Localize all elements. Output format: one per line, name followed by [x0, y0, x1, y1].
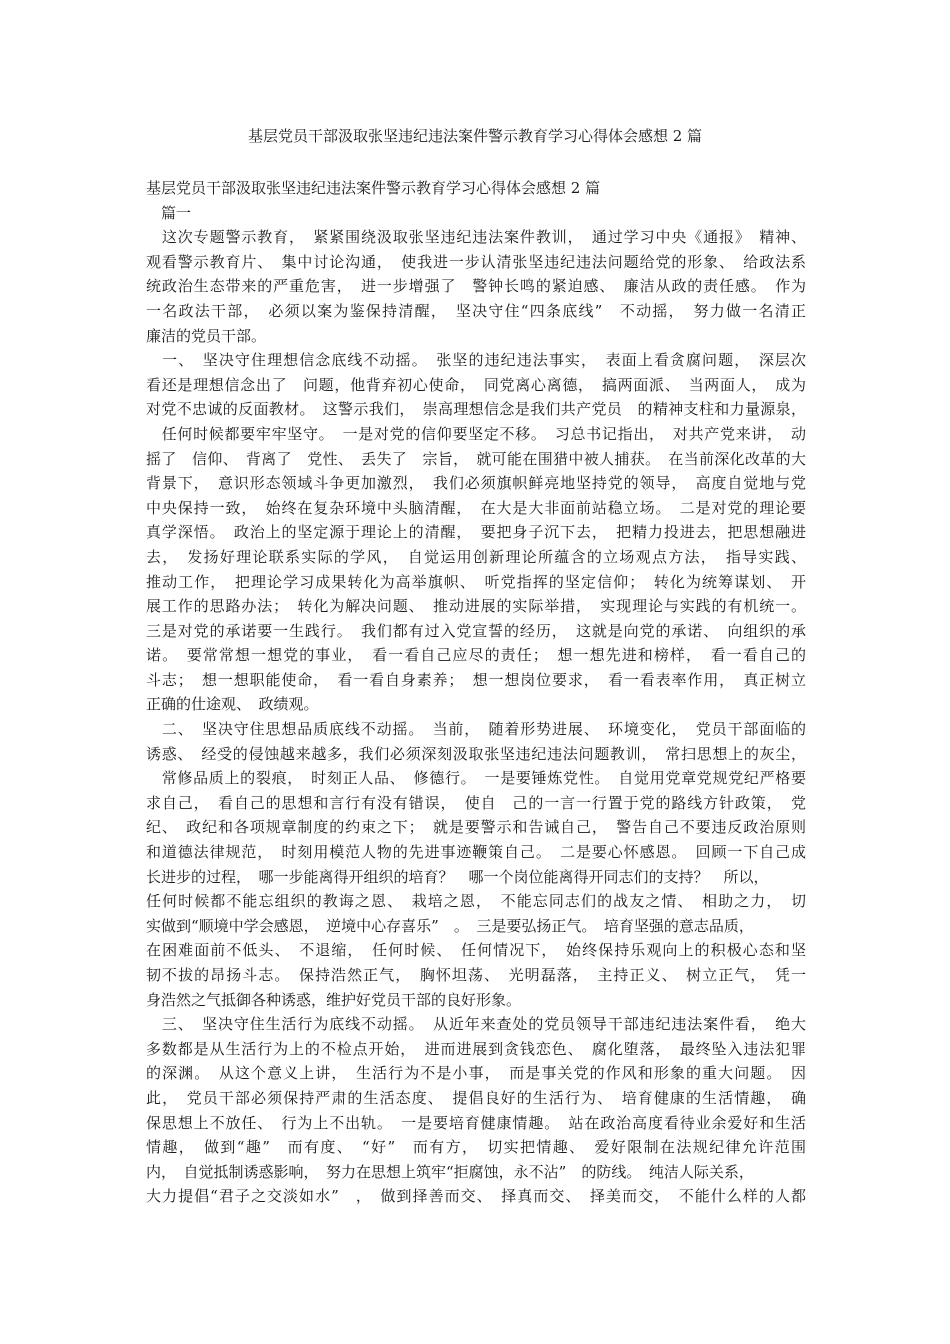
- text-line: 情趣， 做到“趣” 而有度、 “好” 而有方， 切实把情趣、 爱好限制在法规纪律允许范围: [146, 1138, 806, 1157]
- text-line: 推动工作， 把理论学习成果转化为高举旗帜、 听党指挥的坚定信仰； 转化为统筹谋划、 开: [146, 572, 806, 591]
- document-body: [146, 176, 806, 1209]
- text-line: 对党不忠诚的反面教材。 这警示我们， 崇高理想信念是我们共产党员 的精神支柱和力量源泉，: [146, 400, 806, 419]
- text-line: 任何时候都要牢牢坚守。 一是对党的信仰要坚定不移。 习总书记指出， 对共产党来讲， 动: [146, 424, 806, 443]
- text-line: 的深渊。 从这个意义上讲， 生活行为不是小事， 而是事关党的作风和形象的重大问题。 因: [146, 1064, 806, 1083]
- text-line: 一、 坚决守住理想信念底线不动摇。 张坚的违纪违法事实， 表面上看贪腐问题， 深层次: [146, 351, 806, 370]
- text-line: 大力提倡“君子之交淡如水” ， 做到择善而交、 择真而交、 择美而交， 不能什么样的人都: [146, 1187, 806, 1206]
- text-line: 廉洁的党员干部。: [146, 326, 267, 345]
- text-line: 长进步的过程， 哪一步能离得开组织的培育？ 哪一个岗位能离得开同志们的支持？ 所以，: [146, 867, 769, 886]
- text-line: 看还是理想信念出了 问题，他背弃初心使命， 同党离心离德， 搞两面派、 当两面人， 成为: [146, 375, 806, 394]
- text-line: 韧不拔的昂扬斗志。 保持浩然正气， 胸怀坦荡、 光明磊落， 主持正义、 树立正气， 凭一: [146, 966, 806, 984]
- text-line: 身浩然之气抵御各种诱惑，维护好党员干部的良好形象。: [146, 990, 522, 1009]
- text-line: 斗志； 想一想职能使命， 看一看自身素养； 想一想岗位要求， 看一看表率作用， 真正树立: [146, 670, 806, 689]
- text-line: 展工作的思路办法； 转化为解决问题、 推动进展的实际举措， 实现理论与实践的有机统一。: [146, 597, 806, 616]
- text-line: 和道德法律规范， 时刻用模范人物的先进事迹鞭策自己。 二是要心怀感恩。 回顾一下自己成: [146, 843, 806, 862]
- text-line: 背景下， 意识形态领域斗争更加激烈， 我们必须旗帜鲜亮地坚持党的领导， 高度自觉地与党: [146, 474, 806, 493]
- text-line: 任何时候都不能忘组织的教诲之恩、 栽培之恩， 不能忘同志们的战友之情、 相助之力， 切: [146, 892, 806, 911]
- text-line: 二、 坚决守住思想品质底线不动摇。 当前， 随着形势进展、 环境变化， 党员干部面临的: [146, 720, 806, 739]
- text-line: 观看警示教育片、 集中讨论沟通， 使我进一步认清张坚违纪违法问题给党的形象、 给政法系: [146, 252, 806, 271]
- text-line: 中央保持一致， 始终在复杂环境中头脑清醒， 在大是大非面前站稳立场。 二是对党的理论要: [146, 498, 806, 517]
- text-line: 实做到“顺境中学会感恩， 逆境中心存喜乐” 。 三是要弘扬正气。 培育坚强的意志品质，: [146, 916, 754, 935]
- text-line: 纪、 政纪和各项规章制度的约束之下； 就是要警示和告诫自己， 警告自己不要违反政治原则: [146, 818, 806, 837]
- text-line: 诺。 要常常想一想党的事业， 看一看自己应尽的责任； 想一想先进和榜样， 看一看自己的: [146, 646, 806, 665]
- text-line: 三、 坚决守住生活行为底线不动摇。 从近年来查处的党员领导干部违纪违法案件看， 绝大: [146, 1015, 806, 1034]
- text-line: 此， 党员干部必须保持严肃的生活态度、 提倡良好的生活行为、 培育健康的生活情趣， 确: [146, 1088, 806, 1107]
- text-line: 摇了 信仰、 背离了 党性、 丢失了 宗旨， 就可能在围猎中被人捕获。 在当前深化改革的大: [146, 449, 806, 468]
- text-line: 一名政法干部， 必须以案为鉴保持清醒， 坚决守住“四条底线” 不动摇， 努力做一名清正: [146, 301, 806, 320]
- text-line: 三是对党的承诺要一生践行。 我们都有过入党宣誓的经历， 这就是向党的承诺、 向组织的承: [146, 621, 806, 640]
- text-line: 多数都是从生活行为上的不检点开始， 进而进展到贪钱恋色、 腐化堕落， 最终坠入违法犯罪: [146, 1039, 806, 1058]
- text-line: 篇一: [146, 203, 192, 222]
- text-line: 去， 发扬好理论联系实际的学风， 自觉运用创新理论所蕴含的立场观点方法， 指导实践、: [146, 547, 806, 566]
- text-line: 常修品质上的裂痕， 时刻正人品、 修德行。 一是要锤炼党性。 自觉用党章党规党纪严格要: [146, 769, 806, 788]
- text-line: 诱惑、 经受的侵蚀越来越多，我们必须深刻汲取张坚违纪违法问题教训， 常扫思想上的灰尘，: [146, 744, 806, 763]
- page-title: 基层党员干部汲取张坚违纪违法案件警示教育学习心得体会感想 2 篇: [247, 127, 703, 145]
- text-line: 内， 自觉抵制诱惑影响， 努力在思想上筑牢“拒腐蚀，永不沾” 的防线。 纯洁人际关系，: [146, 1162, 754, 1181]
- document-heading-line: 基层党员干部汲取张坚违纪违法案件警示教育学习心得体会感想 2 篇: [146, 179, 601, 197]
- text-line: 在困难面前不低头、 不退缩， 任何时候、 任何情况下， 始终保持乐观向上的积极心态和坚: [146, 941, 806, 960]
- text-line: 正确的仕途观、 政绩观。: [146, 695, 319, 714]
- text-line: 保思想上不放任、 行为上不出轨。 一是要培育健康情趣。 站在政治高度看待业余爱好和生活: [146, 1113, 806, 1132]
- text-line: 统政治生态带来的严重危害， 进一步增强了 警钟长鸣的紧迫感、 廉洁从政的责任感。 作为: [146, 277, 806, 296]
- text-line: 这次专题警示教育， 紧紧围绕汲取张坚违纪违法案件教训， 通过学习中央《通报》 精神、: [146, 228, 806, 247]
- text-line: 真学深悟。 政治上的坚定源于理论上的清醒， 要把身子沉下去， 把精力投进去，把思想融进: [146, 523, 806, 542]
- text-line: 求自己， 看自己的思想和言行有没有错误， 使自 己的一言一行置于党的路线方针政策， 党: [146, 793, 806, 812]
